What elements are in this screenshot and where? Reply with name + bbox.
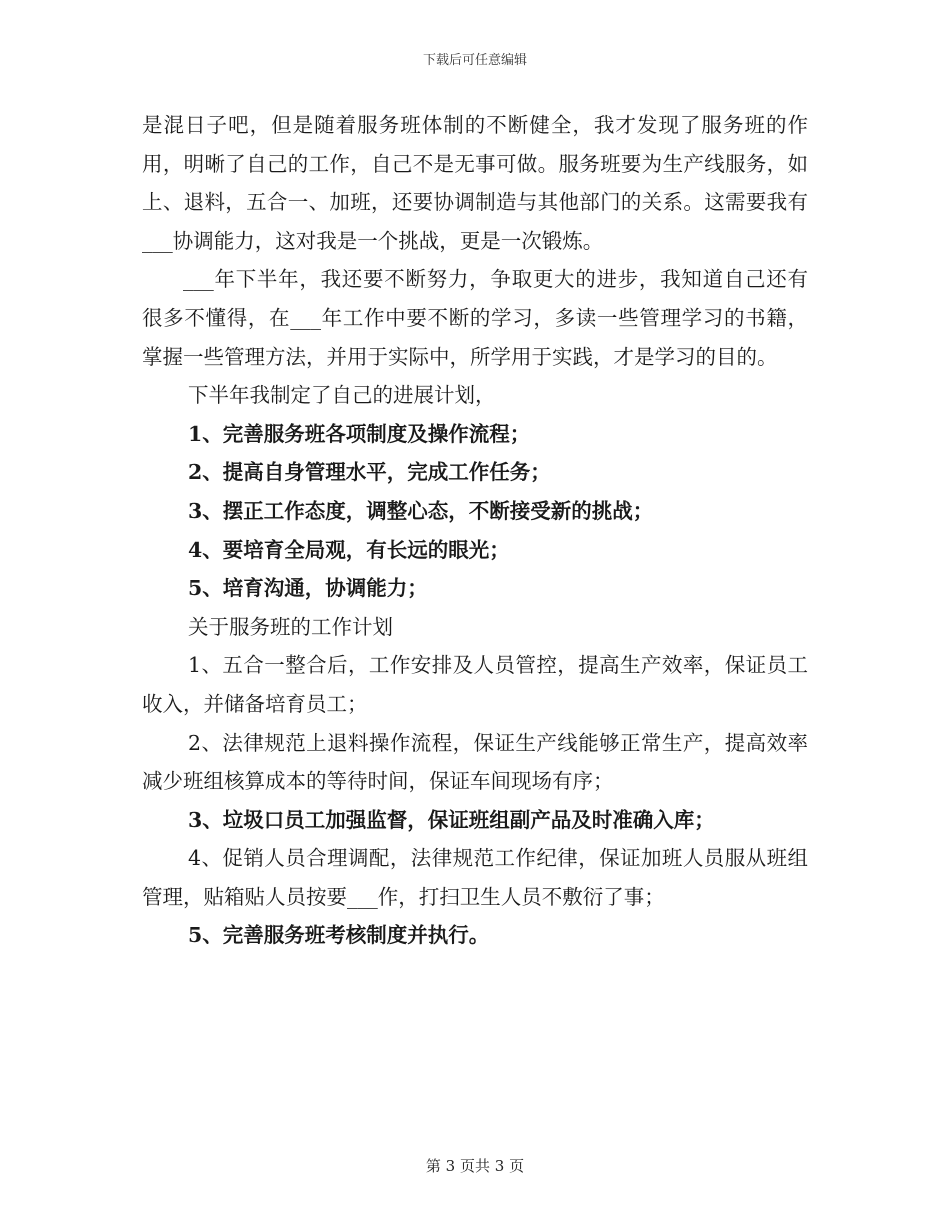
plan-item-3: 3、摆正工作态度，调整心态，不断接受新的挑战； (188, 498, 654, 523)
work-plan-item-4: 4、促销人员合理调配，法律规范工作纪律，保证加班人员服从班组管理，贴箱贴人员按要___作，打扫卫生人员不敷衍了事； (142, 846, 808, 909)
work-plan-item-3: 3、垃圾口员工加强监督，保证班组副产品及时准确入库； (188, 807, 715, 832)
plan-item-4: 4、要培育全局观，有长远的眼光； (188, 537, 510, 562)
plan-item-2: 2、提高自身管理水平，完成工作任务； (188, 460, 551, 485)
section-title-work-plan: 关于服务班的工作计划 (188, 614, 393, 639)
work-plan-item-5: 5、完善服务班考核制度并执行。 (188, 923, 490, 948)
paragraph-plan-intro: 下半年我制定了自己的进展计划， (188, 383, 496, 408)
document-body (142, 106, 808, 955)
work-plan-item-1: 1、五合一整合后，工作安排及人员管控，提高生产效率，保证员工收入，并储备培育员工； (142, 653, 808, 716)
page-footer: 第 3 页共 3 页 (425, 1157, 525, 1175)
work-plan-item-2: 2、法律规范上退料操作流程，保证生产线能够正常生产，提高效率减少班组核算成本的等待时间，保证车间现场有序； (142, 730, 808, 794)
paragraph-1: 是混日子吧，但是随着服务班体制的不断健全，我才发现了服务班的作用，明晰了自己的工作，自己不是无事可做。服务班要为生产线服务，如上、退料，五合一、加班，还要协调制造与其他部门的关系。这需要我有___协调能力，这对我是一个挑战，更是一次锻炼。 (142, 113, 808, 253)
page-header: 下载后可任意编辑 (422, 53, 527, 68)
plan-item-1: 1、完善服务班各项制度及操作流程； (188, 421, 531, 446)
plan-item-5: 5、培育沟通，协调能力； (188, 576, 428, 601)
paragraph-2: ___年下半年，我还要不断努力，争取更大的进步，我知道自己还有很多不懂得，在___年工作中要不断的学习，多读一些管理学习的书籍，掌握一些管理方法，并用于实际中，所学用于实践，才是学习的目的。 (142, 267, 808, 369)
